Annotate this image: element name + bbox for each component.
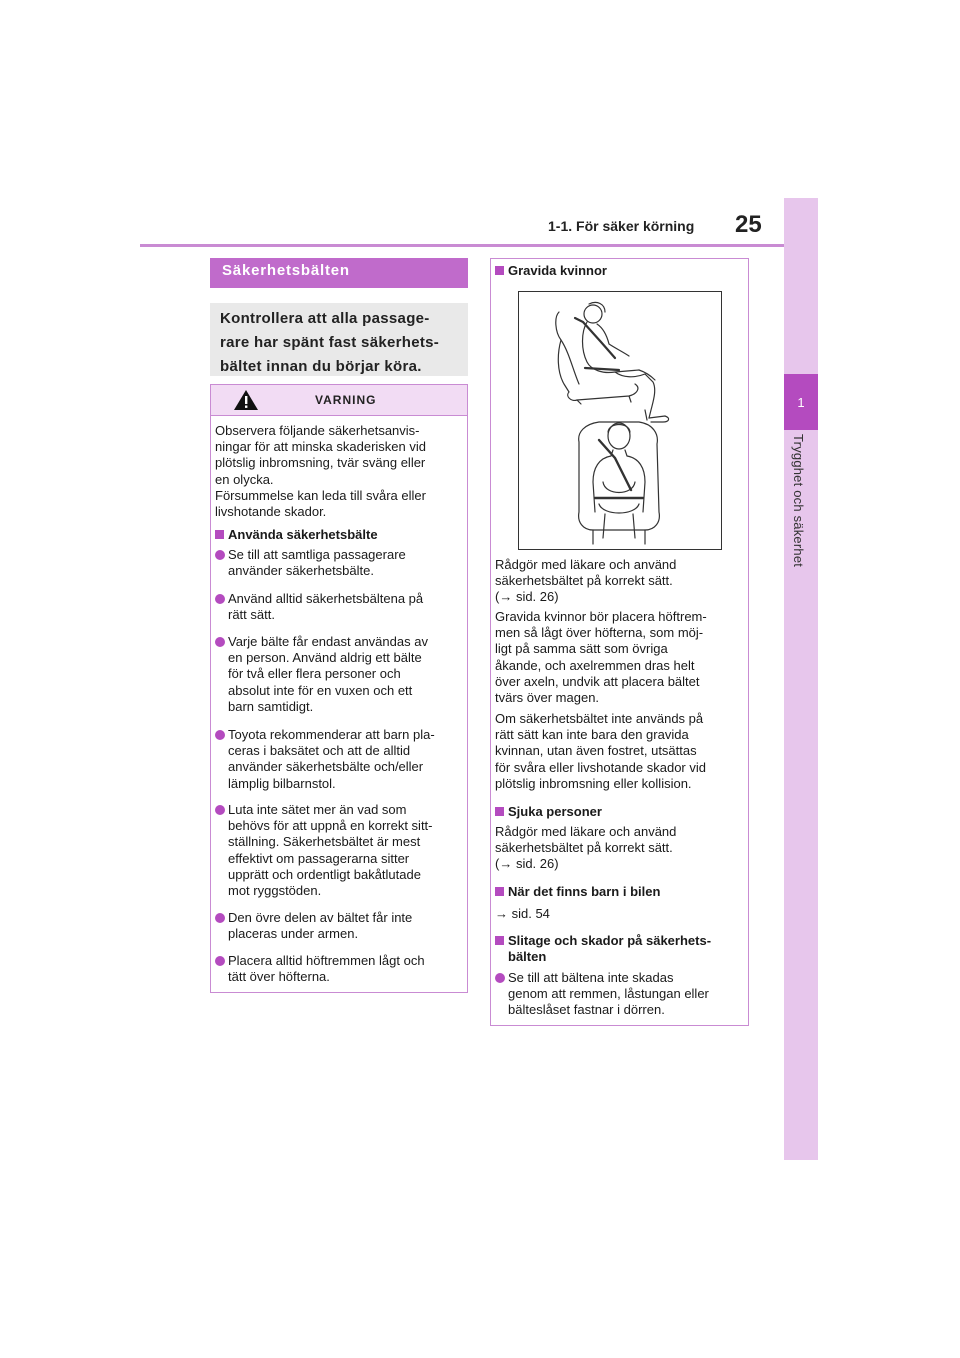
pregnant-paragraph-1 (495, 557, 745, 606)
children-heading (495, 884, 660, 900)
text-line: Observera följande säkerhetsanvis- (215, 423, 420, 438)
side-tab (784, 198, 818, 1160)
warning-subheading-text: Använda säkerhetsbälte (228, 527, 378, 542)
text-line: Rådgör med läkare och använd (495, 824, 677, 839)
text-line: använder säkerhetsbälte. (228, 563, 374, 579)
text-line: genom att remmen, låstungan eller (508, 986, 709, 1002)
text-line: tätt över höfterna. (228, 969, 330, 985)
section-heading: Säkerhetsbälten (222, 262, 350, 279)
text-line: Se till att samtliga passagerare (228, 547, 406, 562)
text-line: Den övre delen av bältet får inte (228, 910, 413, 925)
pregnant-paragraph-3 (495, 711, 747, 792)
warning-label: VARNING (315, 393, 377, 407)
text-line: behövs för att uppnå en korrekt sitt- (228, 818, 433, 834)
warning-bullet (215, 910, 465, 942)
warning-bullet (215, 953, 465, 985)
text-line: en olycka. (215, 471, 274, 487)
text-line: för två eller flera personer och (228, 666, 401, 682)
text-line: Om säkerhetsbältet inte används på (495, 711, 704, 726)
text-line: ligt på samma sätt som övriga (495, 641, 668, 657)
text-line: Toyota rekommenderar att barn pla- (228, 727, 435, 742)
pregnant-seatbelt-illustration (518, 291, 722, 550)
text-line: lämplig bilbarnstol. (228, 775, 336, 791)
round-bullet-icon (215, 805, 225, 815)
page-number: 25 (735, 211, 762, 238)
wear-bullet (495, 970, 747, 1019)
text-line: säkerhetsbältet på korrekt sätt. (495, 840, 673, 856)
header-divider (140, 244, 784, 247)
text-line: ställning. Säkerhetsbältet är mest (228, 834, 421, 850)
page-reference-link[interactable]: (→ sid. 26) (495, 589, 559, 605)
text-line: Varje bälte får endast användas av (228, 634, 428, 649)
text-line: använder säkerhetsbälte och/eller (228, 759, 424, 775)
text-line: absolut inte för en vuxen och ett (228, 682, 413, 698)
text-line: livshotande skador. (215, 504, 327, 520)
round-bullet-icon (215, 594, 225, 604)
children-reference[interactable]: → sid. 54 (495, 906, 550, 921)
intro-line: rare har spänt fast säkerhets- (220, 334, 440, 351)
text-line: Gravida kvinnor bör placera höftrem- (495, 609, 707, 624)
round-bullet-icon (215, 913, 225, 923)
pregnant-heading-text: Gravida kvinnor (508, 263, 607, 278)
text-line: ningar för att minska skaderisken vid (215, 439, 426, 455)
text-line: plötslig inbromsning, tvär sväng eller (215, 455, 426, 471)
text-line: effektivt om passagerarna sitter (228, 850, 410, 866)
text-line: åkande, och axelremmen dras helt (495, 657, 695, 673)
text-line: för svåra eller livshotande skador vid (495, 759, 706, 775)
warning-subheading (215, 527, 378, 543)
wear-heading (495, 933, 747, 965)
section-title: 1-1. För säker körning (548, 218, 695, 234)
text-line: Rådgör med läkare och använd (495, 557, 677, 572)
warning-header (211, 385, 467, 416)
text-line: Luta inte sätet mer än vad som (228, 802, 407, 817)
pregnant-heading (495, 263, 607, 279)
text-line: upprätt och ordentligt bakåtlutade (228, 866, 421, 882)
round-bullet-icon (215, 730, 225, 740)
wear-heading-text: bälten (508, 949, 547, 965)
sick-heading (495, 804, 602, 820)
wear-heading-text: Slitage och skador på säkerhets- (508, 933, 712, 948)
text-line: men så lågt över höfterna, som möj- (495, 625, 704, 641)
text-line: bälteslåset fastnar i dörren. (508, 1002, 665, 1018)
text-line: rätt sätt. (228, 607, 275, 623)
warning-bullet (215, 547, 465, 579)
warning-bullet (215, 727, 465, 792)
square-bullet-icon (495, 266, 504, 275)
text-line: rätt sätt kan inte bara den gravida (495, 727, 689, 743)
round-bullet-icon (495, 973, 505, 983)
pregnant-paragraph-2 (495, 609, 747, 706)
text-line: Placera alltid höftremmen lågt och (228, 953, 425, 968)
square-bullet-icon (495, 936, 504, 945)
chapter-label: Trygghet och säkerhet (791, 434, 806, 568)
text-line: tvärs över magen. (495, 690, 600, 706)
page-reference-link[interactable]: (→ sid. 26) (495, 856, 559, 872)
warning-bullet (215, 802, 465, 899)
text-line: placeras under armen. (228, 926, 359, 942)
square-bullet-icon (495, 887, 504, 896)
children-heading-text: När det finns barn i bilen (508, 884, 661, 899)
intro-line: bältet innan du börjar köra. (220, 358, 422, 375)
text-line: säkerhetsbältet på korrekt sätt. (495, 573, 673, 589)
square-bullet-icon (495, 807, 504, 816)
text-line: Försummelse kan leda till svåra eller (215, 487, 426, 503)
text-line: en person. Använd aldrig ett bälte (228, 650, 422, 666)
text-line: plötslig inbromsning eller kollision. (495, 775, 692, 791)
text-line: ceras i baksätet och att de alltid (228, 743, 411, 759)
intro-line: Kontrollera att alla passage- (220, 310, 430, 327)
warning-bullet (215, 591, 465, 623)
seatbelt-illustration-icon (519, 292, 721, 549)
sick-heading-text: Sjuka personer (508, 804, 602, 819)
warning-bullet (215, 634, 465, 715)
round-bullet-icon (215, 550, 225, 560)
intro-box (210, 303, 468, 376)
chapter-number: 1 (784, 374, 818, 430)
warning-paragraph (215, 423, 465, 520)
text-line: Se till att bältena inte skadas (508, 970, 674, 985)
round-bullet-icon (215, 637, 225, 647)
text-line: över axeln, undvik att placera bältet (495, 673, 700, 689)
text-line: kvinnan, utan även fostret, utsättas (495, 743, 697, 759)
text-line: mot ryggstöden. (228, 883, 322, 899)
square-bullet-icon (215, 530, 224, 539)
round-bullet-icon (215, 956, 225, 966)
text-line: barn samtidigt. (228, 698, 314, 714)
text-line: Använd alltid säkerhetsbältena på (228, 591, 424, 606)
sick-paragraph (495, 824, 745, 873)
